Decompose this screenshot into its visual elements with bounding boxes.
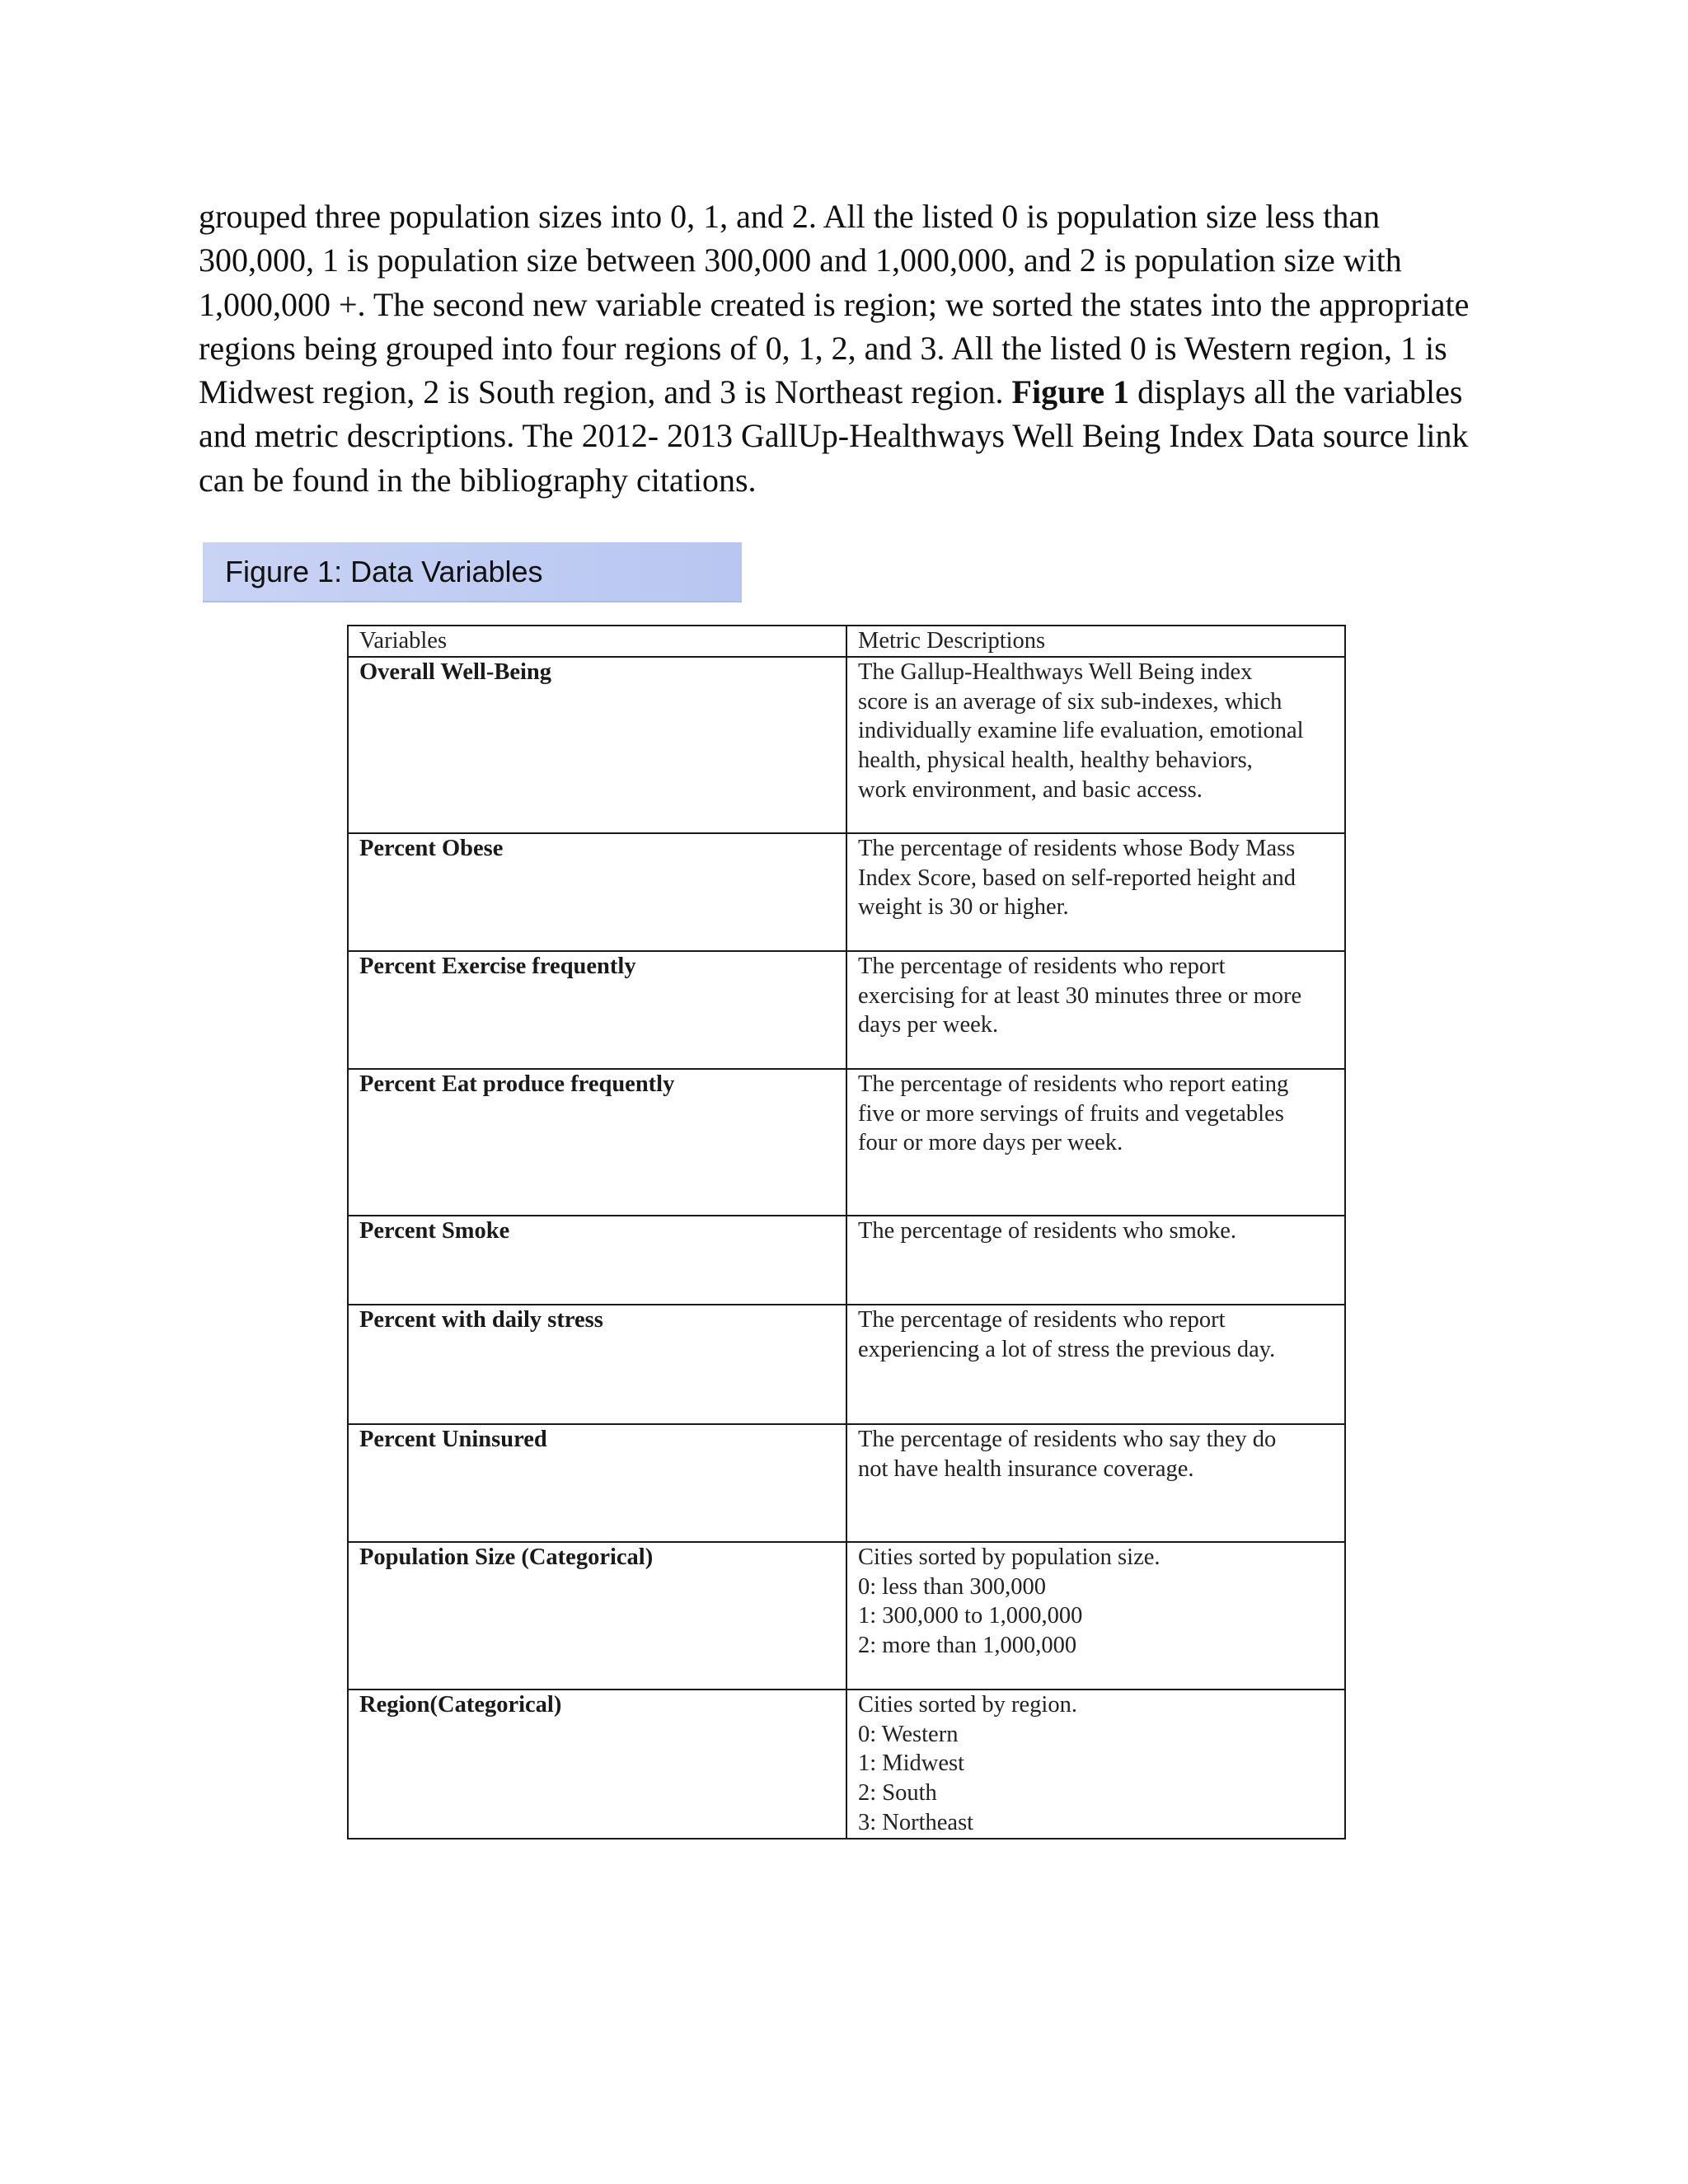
- table-row: [348, 1542, 1345, 1690]
- table-row: [348, 1216, 1345, 1305]
- description-line: 3: Northeast: [858, 1809, 974, 1835]
- paragraph-line: 300,000, 1 is population size between 300,000 and 1,000,000, and 2 is population size with: [199, 241, 1402, 279]
- variable-name: Percent with daily stress: [348, 1305, 846, 1424]
- description-line: Cities sorted by population size.: [858, 1544, 1160, 1570]
- metric-description: [846, 1424, 1345, 1542]
- figure-reference: Figure 1: [1011, 373, 1130, 411]
- table-header-row: [348, 626, 1345, 657]
- metric-description: [846, 1069, 1345, 1216]
- description-line: The Gallup-Healthways Well Being index: [858, 659, 1253, 685]
- table-row: [348, 833, 1345, 951]
- description-line: The percentage of residents who say they do: [858, 1427, 1277, 1452]
- paragraph-line: regions being grouped into four regions of 0, 1, 2, and 3. All the listed 0 is Western region, 1 is: [199, 329, 1447, 367]
- description-line: individually examine life evaluation, emotional: [858, 718, 1304, 744]
- description-line: days per week.: [858, 1012, 999, 1038]
- description-line: Cities sorted by region.: [858, 1692, 1077, 1718]
- description-line: health, physical health, healthy behaviors,: [858, 748, 1253, 774]
- variable-name: Percent Smoke: [348, 1216, 846, 1305]
- figure-caption: [203, 542, 742, 602]
- variable-name: Region(Categorical): [348, 1690, 846, 1839]
- description-line: 1: Midwest: [858, 1750, 965, 1777]
- variable-name: Overall Well-Being: [348, 657, 846, 833]
- paragraph-line: grouped three population sizes into 0, 1, and 2. All the listed 0 is population size less than: [199, 198, 1381, 235]
- description-line: 2: more than 1,000,000: [858, 1633, 1077, 1659]
- table-row: [348, 1424, 1345, 1542]
- description-line: weight is 30 or higher.: [858, 894, 1069, 921]
- description-line: exercising for at least 30 minutes three or more: [858, 982, 1302, 1009]
- description-line: The percentage of residents who report: [858, 954, 1226, 979]
- description-line: The percentage of residents whose Body Mass: [858, 836, 1296, 861]
- paragraph-line: 1,000,000 +. The second new variable created is region; we sorted the states into the appropriate: [199, 285, 1470, 323]
- description-line: 2: South: [858, 1780, 937, 1807]
- description-line: 1: 300,000 to 1,000,000: [858, 1603, 1083, 1629]
- variable-name: Population Size (Categorical): [348, 1542, 846, 1690]
- table-row: [348, 1690, 1345, 1839]
- variable-name: Percent Uninsured: [348, 1424, 846, 1542]
- paragraph-text: Midwest region, 2 is South region, and 3 is Northeast region.: [199, 373, 1012, 411]
- table-row: [348, 1305, 1345, 1424]
- data-variables-table: [347, 625, 1346, 1840]
- description-line: score is an average of six sub-indexes, which: [858, 688, 1282, 715]
- body-paragraph: [199, 194, 1517, 502]
- description-line: work environment, and basic access.: [858, 776, 1203, 803]
- description-line: five or more servings of fruits and vegetables: [858, 1100, 1284, 1127]
- table-row: [348, 657, 1345, 833]
- description-line: four or more days per week.: [858, 1130, 1123, 1156]
- paragraph-line: and metric descriptions. The 2012- 2013 GallUp-Healthways Well Being Index Data source link: [199, 417, 1469, 455]
- paragraph-line: [199, 370, 1517, 414]
- table-row: [348, 1069, 1345, 1216]
- paragraph-line: can be found in the bibliography citations.: [199, 461, 757, 499]
- figure-caption-text: Figure 1: Data Variables: [225, 554, 543, 588]
- description-line: 0: less than 300,000: [858, 1573, 1046, 1600]
- table-row: [348, 951, 1345, 1069]
- description-line: The percentage of residents who report: [858, 1307, 1226, 1333]
- column-header-variables: Variables: [348, 626, 846, 657]
- metric-description: [846, 1216, 1345, 1305]
- metric-description: [846, 1305, 1345, 1424]
- metric-description: [846, 1690, 1345, 1839]
- metric-description: [846, 1542, 1345, 1690]
- description-line: experiencing a lot of stress the previous day.: [858, 1336, 1276, 1362]
- paragraph-text: displays all the variables: [1129, 373, 1463, 411]
- description-line: 0: Western: [858, 1721, 959, 1747]
- metric-description: [846, 951, 1345, 1069]
- description-line: not have health insurance coverage.: [858, 1455, 1194, 1482]
- description-line: The percentage of residents who smoke.: [858, 1218, 1237, 1244]
- metric-description: [846, 657, 1345, 833]
- variable-name: Percent Exercise frequently: [348, 951, 846, 1069]
- metric-description: [846, 833, 1345, 951]
- variable-name: Percent Eat produce frequently: [348, 1069, 846, 1216]
- description-line: Index Score, based on self-reported height and: [858, 865, 1296, 891]
- description-line: The percentage of residents who report eating: [858, 1071, 1289, 1097]
- column-header-metric-descriptions: Metric Descriptions: [846, 626, 1345, 657]
- variable-name: Percent Obese: [348, 833, 846, 951]
